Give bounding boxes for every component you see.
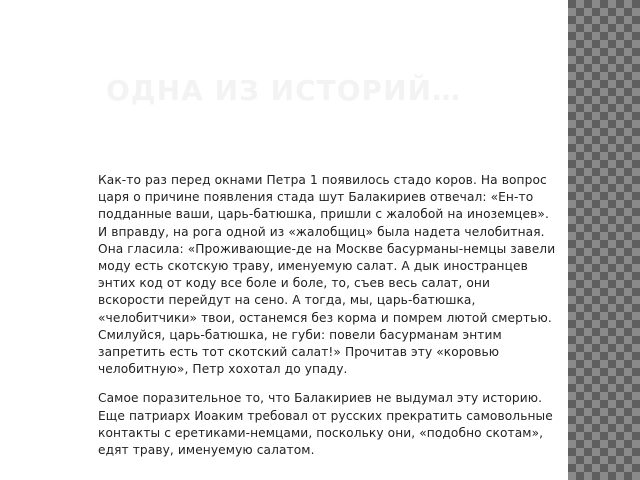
slide-body xyxy=(98,172,556,471)
paragraph-1: Как-то раз перед окнами Петра 1 появилось стадо коров. На вопрос царя о причине появления стада шут Балакириев отвечал: «Ен-то подданные ваши, царь-батюшка, пришли с жалобой на иноземцев». И вправду, на рога одной из «жалобщиц» была надета челобитная. Она гласила: «Проживающие-де на Москве басурманы-немцы завели моду есть скотскую траву, именуемую салат. А дык иностранцев энтих код от коду все боле и боле, то, съев весь салат, они вскорости перейдут на сено. А тогда, мы, царь-батюшка, «челобитчики» твои, останемся без корма и помрем лютой смертью. Смилуйся, царь-батюшка, не губи: повели басурманам энтим запретить есть тот скотский салат!» Прочитав эту «коровью челобитную», Петр хохотал до упаду. xyxy=(98,173,556,377)
decorative-side-band xyxy=(568,0,640,480)
slide-title: ОДНА ИЗ ИСТОРИЙ… xyxy=(106,74,461,107)
paragraph-2: Самое поразительное то, что Балакириев не выдумал эту историю. Еще патриарх Иоаким требовал от русских прекратить самовольные контакты с еретиками-немцами, поскольку они, «подобно скотам», едят траву, именуемую салатом. xyxy=(98,391,553,458)
